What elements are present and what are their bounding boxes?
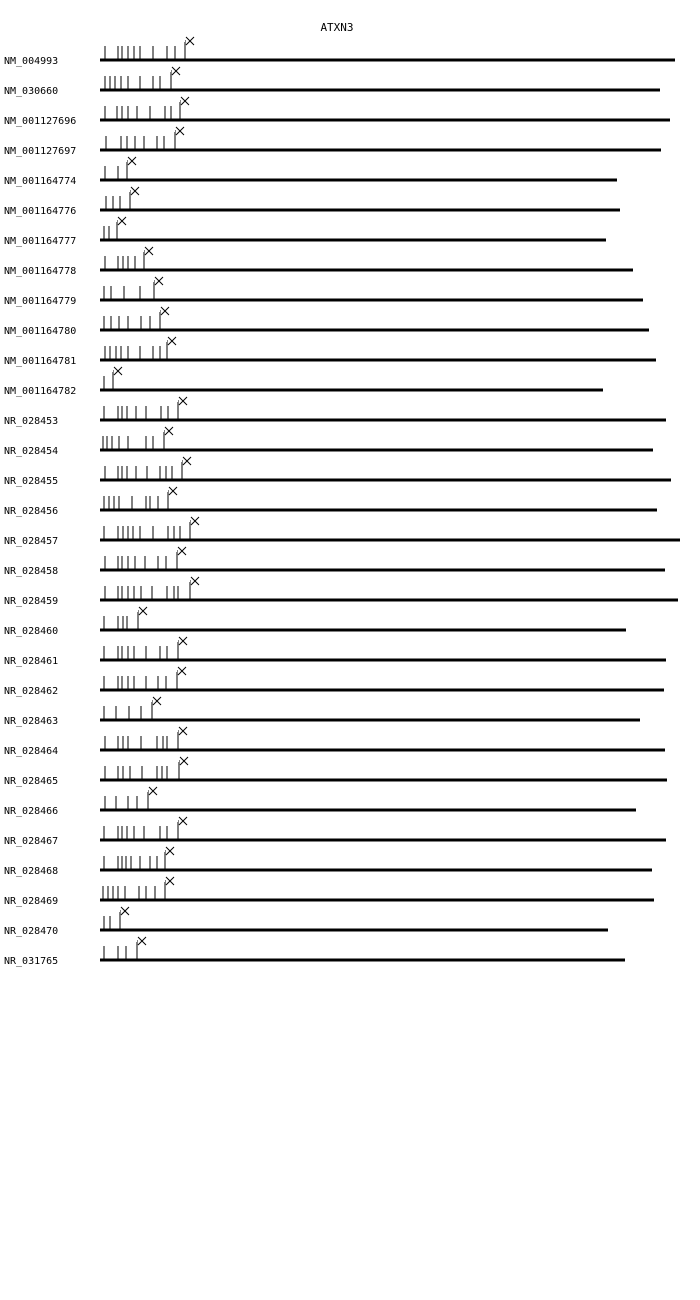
transcript-row <box>4 817 666 847</box>
transcript-row <box>4 937 625 967</box>
stop-marker-icon <box>117 217 126 225</box>
stop-marker-icon <box>164 427 173 435</box>
stop-marker-icon <box>182 457 191 465</box>
transcript-row <box>4 697 640 727</box>
transcript-row <box>4 67 660 97</box>
stop-marker-icon <box>137 937 146 945</box>
transcript-label: NM_004993 <box>4 56 59 67</box>
transcript-label: NM_001164776 <box>4 206 77 217</box>
diagram-title: ATXN3 <box>320 21 354 34</box>
transcript-row <box>4 787 636 817</box>
stop-marker-icon <box>171 67 180 75</box>
stop-marker-icon <box>178 727 187 735</box>
transcript-label: NM_001164780 <box>4 326 77 337</box>
transcript-row <box>4 457 671 487</box>
transcript-row <box>4 217 606 247</box>
transcript-row <box>4 547 665 577</box>
transcript-label: NM_001127696 <box>4 116 77 127</box>
transcript-row <box>4 367 603 397</box>
stop-marker-icon <box>190 517 199 525</box>
stop-marker-icon <box>144 247 153 255</box>
transcript-row <box>4 97 670 127</box>
stop-marker-icon <box>160 307 169 315</box>
transcript-label: NM_001164779 <box>4 296 77 307</box>
stop-marker-icon <box>179 757 188 765</box>
transcript-label: NM_001164774 <box>4 176 77 187</box>
transcript-row <box>4 247 633 277</box>
stop-marker-icon <box>185 37 194 45</box>
transcript-label: NR_028458 <box>4 566 59 577</box>
transcript-row <box>4 337 656 367</box>
transcript-row <box>4 37 675 67</box>
stop-marker-icon <box>177 547 186 555</box>
transcript-row <box>4 307 649 337</box>
stop-marker-icon <box>152 697 161 705</box>
stop-marker-icon <box>190 577 199 585</box>
stop-marker-icon <box>178 637 187 645</box>
stop-marker-icon <box>120 907 129 915</box>
transcript-label: NR_028468 <box>4 866 59 877</box>
stop-marker-icon <box>154 277 163 285</box>
transcript-row <box>4 127 661 157</box>
stop-marker-icon <box>167 337 176 345</box>
transcript-row <box>4 397 666 427</box>
transcript-label: NR_028469 <box>4 896 59 907</box>
transcript-label: NM_001164777 <box>4 236 77 247</box>
stop-marker-icon <box>168 487 177 495</box>
transcript-label: NR_028456 <box>4 506 59 517</box>
transcript-row <box>4 907 608 937</box>
transcript-rows <box>4 37 680 967</box>
transcript-label: NR_028470 <box>4 926 59 937</box>
transcript-row <box>4 517 680 547</box>
transcript-label: NR_028465 <box>4 776 59 787</box>
transcript-row <box>4 727 665 757</box>
transcript-row <box>4 277 643 307</box>
stop-marker-icon <box>175 127 184 135</box>
transcript-row <box>4 637 666 667</box>
transcript-label: NR_028453 <box>4 416 59 427</box>
transcript-row <box>4 757 667 787</box>
transcript-row <box>4 847 652 877</box>
stop-marker-icon <box>113 367 122 375</box>
transcript-row <box>4 157 617 187</box>
transcript-label: NR_028455 <box>4 476 59 487</box>
transcript-row <box>4 427 653 457</box>
transcript-label: NR_028462 <box>4 686 59 697</box>
stop-marker-icon <box>127 157 136 165</box>
stop-marker-icon <box>180 97 189 105</box>
transcript-label: NR_028466 <box>4 806 59 817</box>
transcript-label: NM_030660 <box>4 86 59 97</box>
stop-marker-icon <box>178 397 187 405</box>
transcript-row <box>4 877 654 907</box>
transcript-label: NR_028460 <box>4 626 59 637</box>
transcript-label: NM_001127697 <box>4 146 77 157</box>
transcript-label: NR_028457 <box>4 536 59 547</box>
transcript-label: NR_028463 <box>4 716 59 727</box>
transcript-label: NR_028467 <box>4 836 59 847</box>
stop-marker-icon <box>165 847 174 855</box>
transcript-row <box>4 487 657 517</box>
transcript-row <box>4 577 678 607</box>
transcript-row <box>4 607 626 637</box>
stop-marker-icon <box>177 667 186 675</box>
stop-marker-icon <box>148 787 157 795</box>
stop-marker-icon <box>165 877 174 885</box>
transcript-row <box>4 187 620 217</box>
transcript-label: NM_001164782 <box>4 386 77 397</box>
stop-marker-icon <box>178 817 187 825</box>
transcript-label: NR_028461 <box>4 656 59 667</box>
transcript-label: NR_028459 <box>4 596 59 607</box>
stop-marker-icon <box>130 187 139 195</box>
stop-marker-icon <box>138 607 147 615</box>
transcript-label: NR_028454 <box>4 446 59 457</box>
transcript-label: NM_001164781 <box>4 356 77 367</box>
transcript-label: NR_031765 <box>4 956 59 967</box>
transcript-row <box>4 667 664 697</box>
transcript-label: NM_001164778 <box>4 266 77 277</box>
transcript-label: NR_028464 <box>4 746 59 757</box>
